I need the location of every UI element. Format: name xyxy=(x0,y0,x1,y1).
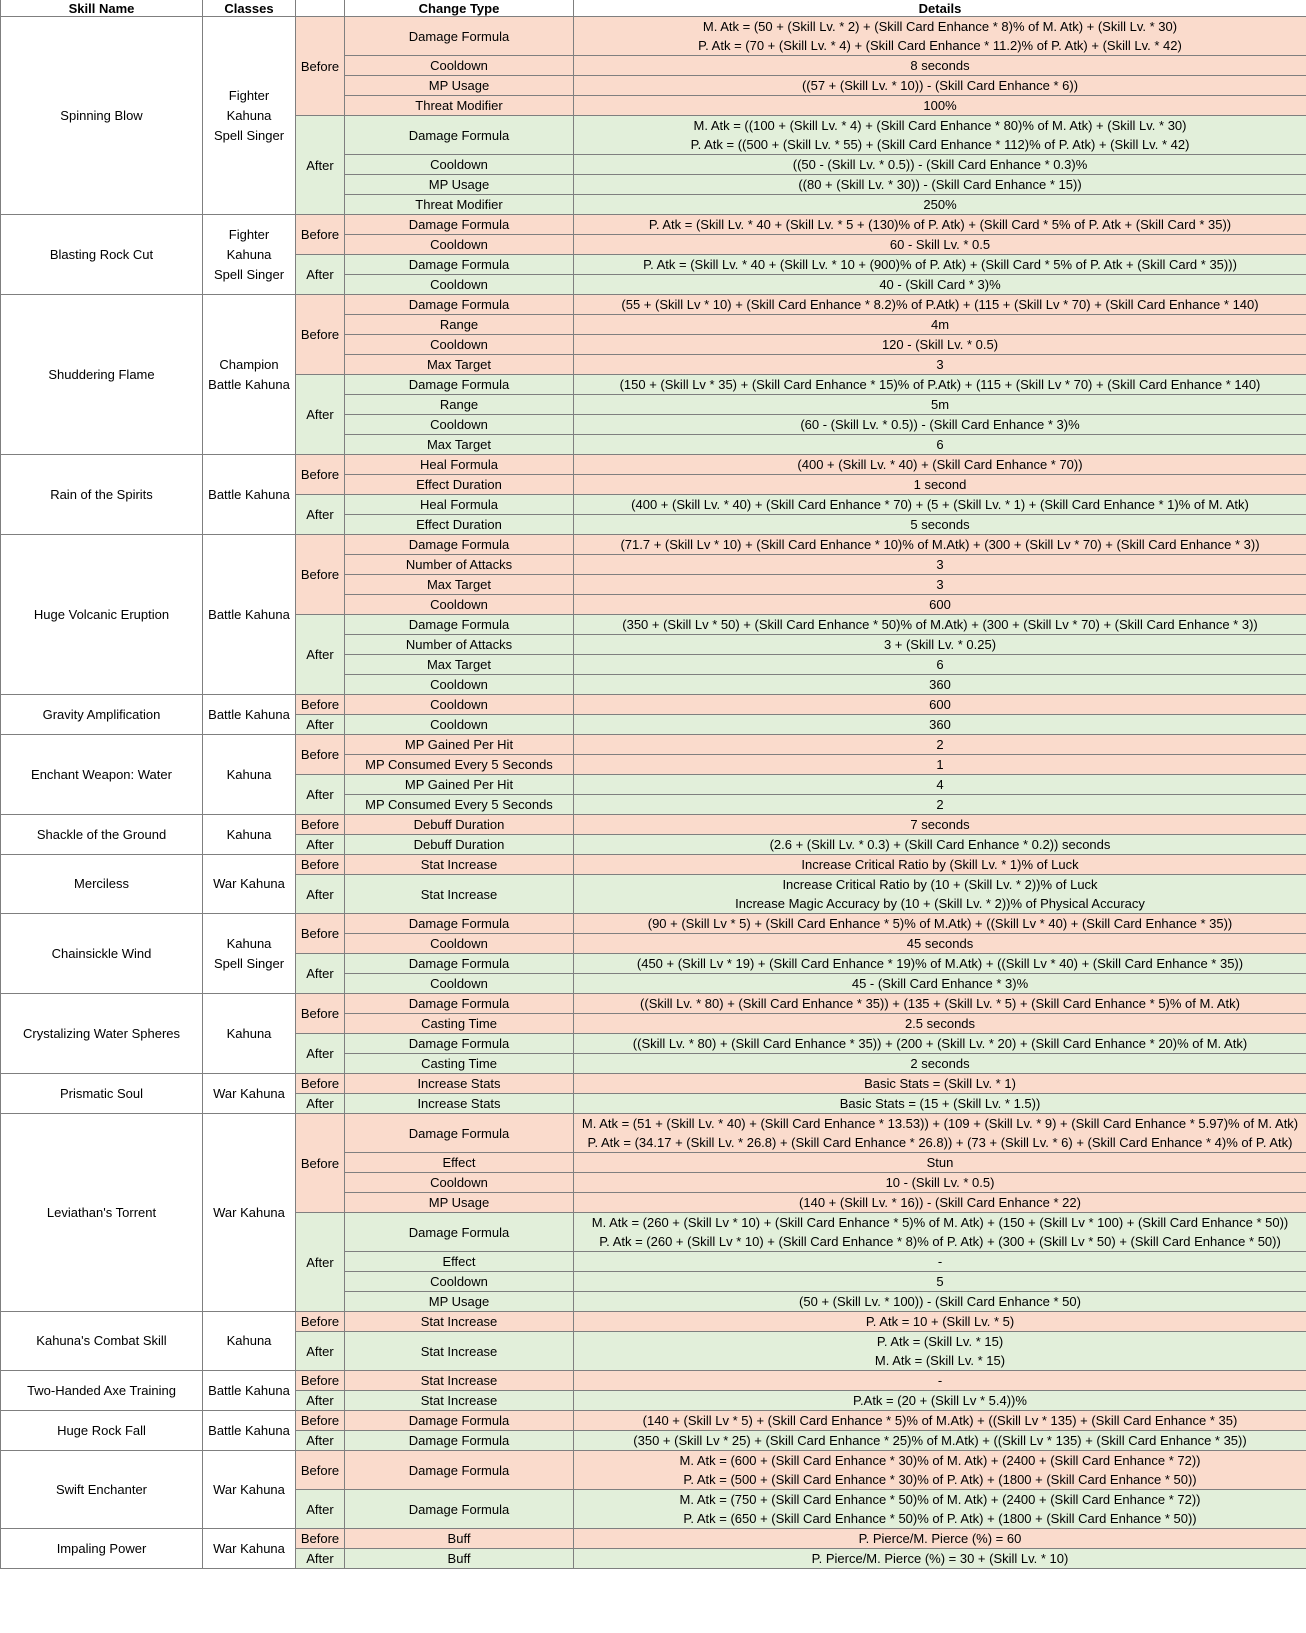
change-type: MP Gained Per Hit xyxy=(345,775,574,795)
skill-name: Chainsickle Wind xyxy=(1,914,203,994)
skill-classes xyxy=(203,695,296,735)
phase-label: After xyxy=(296,1549,345,1569)
change-type: Damage Formula xyxy=(345,1451,574,1490)
detail-value: (150 + (Skill Lv * 35) + (Skill Card Enhance * 15)% of P.Atk) + (115 + (Skill Lv * 70) + (Skill Card Enhance * 140) xyxy=(574,375,1306,395)
change-type: Max Target xyxy=(345,435,574,455)
skill-classes xyxy=(203,815,296,855)
change-type: Damage Formula xyxy=(345,994,574,1014)
change-type: Damage Formula xyxy=(345,295,574,315)
detail-value: (55 + (Skill Lv * 10) + (Skill Card Enhance * 8.2)% of P.Atk) + (115 + (Skill Lv * 70) + (Skill Card Enhance * 140) xyxy=(574,295,1306,315)
change-type: Cooldown xyxy=(345,275,574,295)
change-type: Number of Attacks xyxy=(345,555,574,575)
table-row xyxy=(1,1312,1306,1332)
table-row xyxy=(1,455,1306,475)
phase-label: Before xyxy=(296,1451,345,1490)
detail-value: Increase Critical Ratio by (10 + (Skill Lv. * 2))% of Luck xyxy=(574,875,1306,895)
phase-label: After xyxy=(296,1490,345,1529)
skill-classes xyxy=(203,1529,296,1569)
table-row xyxy=(1,994,1306,1014)
change-type: Casting Time xyxy=(345,1054,574,1074)
detail-value: 2 xyxy=(574,735,1306,755)
detail-value: Increase Magic Accuracy by (10 + (Skill Lv. * 2))% of Physical Accuracy xyxy=(574,894,1306,914)
detail-value: ((Skill Lv. * 80) + (Skill Card Enhance * 35)) + (200 + (Skill Lv. * 20) + (Skill Card Enhance * 20)% of M. Atk) xyxy=(574,1034,1306,1054)
change-type: Stat Increase xyxy=(345,1312,574,1332)
table-body xyxy=(1,17,1306,1569)
class-name: Battle Kahuna xyxy=(208,706,290,722)
detail-value: ((Skill Lv. * 80) + (Skill Card Enhance * 35)) + (135 + (Skill Lv. * 5) + (Skill Card Enhance * 5)% of M. Atk) xyxy=(574,994,1306,1014)
detail-value: 600 xyxy=(574,595,1306,615)
change-type: Threat Modifier xyxy=(345,195,574,215)
change-type: Stat Increase xyxy=(345,1391,574,1411)
phase-label: Before xyxy=(296,295,345,375)
change-type: Heal Formula xyxy=(345,495,574,515)
table-row xyxy=(1,535,1306,555)
detail-value: 4m xyxy=(574,315,1306,335)
detail-value: Stun xyxy=(574,1153,1306,1173)
detail-value: 6 xyxy=(574,655,1306,675)
change-type: Stat Increase xyxy=(345,1332,574,1371)
phase-label: After xyxy=(296,495,345,535)
detail-value: 3 xyxy=(574,355,1306,375)
detail-value: 4 xyxy=(574,775,1306,795)
table-row xyxy=(1,855,1306,875)
change-type: Cooldown xyxy=(345,595,574,615)
phase-label: After xyxy=(296,1034,345,1074)
class-name: Battle Kahuna xyxy=(208,486,290,502)
phase-label: After xyxy=(296,255,345,295)
detail-value: (2.6 + (Skill Lv. * 0.3) + (Skill Card Enhance * 0.2)) seconds xyxy=(574,835,1306,855)
detail-value: 100% xyxy=(574,96,1306,116)
change-type: Increase Stats xyxy=(345,1094,574,1114)
change-type: Buff xyxy=(345,1529,574,1549)
class-name: Battle Kahuna xyxy=(208,1422,290,1438)
detail-value: P. Atk = ((500 + (Skill Lv. * 55) + (Skill Card Enhance * 112)% of P. Atk) + (Skill Lv. * 42) xyxy=(574,135,1306,155)
class-name: War Kahuna xyxy=(213,876,285,891)
detail-value: 6 xyxy=(574,435,1306,455)
change-type: MP Consumed Every 5 Seconds xyxy=(345,795,574,815)
detail-value: 3 xyxy=(574,555,1306,575)
skill-name: Spinning Blow xyxy=(1,17,203,215)
change-type: Damage Formula xyxy=(345,615,574,635)
change-type: Number of Attacks xyxy=(345,635,574,655)
change-type: Debuff Duration xyxy=(345,815,574,835)
table-row xyxy=(1,815,1306,835)
class-name: Kahuna xyxy=(226,935,272,951)
skill-classes xyxy=(203,1411,296,1451)
change-type: Increase Stats xyxy=(345,1074,574,1094)
skill-name: Gravity Amplification xyxy=(1,695,203,735)
detail-value: 250% xyxy=(574,195,1306,215)
change-type: Damage Formula xyxy=(345,17,574,56)
change-type: Heal Formula xyxy=(345,455,574,475)
skill-classes xyxy=(203,1312,296,1371)
change-type: Cooldown xyxy=(345,695,574,715)
phase-label: Before xyxy=(296,1312,345,1332)
table-row xyxy=(1,1529,1306,1549)
detail-value: (50 + (Skill Lv. * 100)) - (Skill Card Enhance * 50) xyxy=(574,1292,1306,1312)
class-name: Fighter xyxy=(228,226,270,242)
change-type: Damage Formula xyxy=(345,1411,574,1431)
change-type: Stat Increase xyxy=(345,855,574,875)
class-name: Battle Kahuna xyxy=(208,1382,290,1398)
change-type: Cooldown xyxy=(345,715,574,735)
skill-name: Merciless xyxy=(1,855,203,914)
table-row xyxy=(1,914,1306,934)
phase-label: Before xyxy=(296,994,345,1034)
detail-value: P. Atk = 10 + (Skill Lv. * 5) xyxy=(574,1312,1306,1332)
skill-classes xyxy=(203,1371,296,1411)
change-type: Damage Formula xyxy=(345,1213,574,1252)
detail-value: M. Atk = (750 + (Skill Card Enhance * 50)% of M. Atk) + (2400 + (Skill Card Enhance * 72)) xyxy=(574,1490,1306,1510)
detail-value: M. Atk = (600 + (Skill Card Enhance * 30)% of M. Atk) + (2400 + (Skill Card Enhance * 72)) xyxy=(574,1451,1306,1471)
change-type: MP Consumed Every 5 Seconds xyxy=(345,755,574,775)
change-type: Effect Duration xyxy=(345,475,574,495)
change-type: Casting Time xyxy=(345,1014,574,1034)
phase-label: Before xyxy=(296,855,345,875)
phase-label: After xyxy=(296,954,345,994)
detail-value: 5 xyxy=(574,1272,1306,1292)
class-name: Spell Singer xyxy=(213,955,285,971)
change-type: Damage Formula xyxy=(345,1034,574,1054)
class-name: War Kahuna xyxy=(213,1481,285,1497)
phase-label: Before xyxy=(296,1411,345,1431)
change-type: Max Target xyxy=(345,655,574,675)
phase-label: After xyxy=(296,1213,345,1312)
change-type: Debuff Duration xyxy=(345,835,574,855)
phase-label: Before xyxy=(296,1529,345,1549)
skill-classes xyxy=(203,994,296,1074)
detail-value: P. Atk = (500 + (Skill Card Enhance * 30)% of P. Atk) + (1800 + (Skill Card Enhance * 50)) xyxy=(574,1470,1306,1490)
change-type: Stat Increase xyxy=(345,1371,574,1391)
skill-classes xyxy=(203,855,296,914)
skill-name: Shuddering Flame xyxy=(1,295,203,455)
phase-label: Before xyxy=(296,1074,345,1094)
detail-value: M. Atk = (Skill Lv. * 15) xyxy=(574,1351,1306,1371)
skill-classes xyxy=(203,17,296,215)
detail-value: (140 + (Skill Lv. * 16)) - (Skill Card Enhance * 22) xyxy=(574,1193,1306,1213)
class-name: Kahuna xyxy=(226,1333,272,1348)
detail-value: 8 seconds xyxy=(574,56,1306,76)
detail-value: 600 xyxy=(574,695,1306,715)
detail-value: (400 + (Skill Lv. * 40) + (Skill Card Enhance * 70)) xyxy=(574,455,1306,475)
skill-name: Crystalizing Water Spheres xyxy=(1,994,203,1074)
change-type: Cooldown xyxy=(345,934,574,954)
skill-name: Blasting Rock Cut xyxy=(1,215,203,295)
phase-label: After xyxy=(296,1094,345,1114)
change-type: MP Gained Per Hit xyxy=(345,735,574,755)
change-type: Cooldown xyxy=(345,335,574,355)
change-type: Damage Formula xyxy=(345,116,574,155)
detail-value: 3 xyxy=(574,575,1306,595)
detail-value: 360 xyxy=(574,715,1306,735)
header-row xyxy=(1,0,1306,17)
change-type: Cooldown xyxy=(345,56,574,76)
detail-value: - xyxy=(574,1371,1306,1391)
phase-label: Before xyxy=(296,1371,345,1391)
detail-value: P.Atk = (20 + (Skill Lv * 5.4))% xyxy=(574,1391,1306,1411)
change-type: Damage Formula xyxy=(345,535,574,555)
phase-label: After xyxy=(296,835,345,855)
change-type: Cooldown xyxy=(345,675,574,695)
skill-name: Shackle of the Ground xyxy=(1,815,203,855)
class-name: Spell Singer xyxy=(213,127,285,143)
table-row xyxy=(1,735,1306,755)
change-type: Damage Formula xyxy=(345,914,574,934)
class-name: Spell Singer xyxy=(213,266,285,282)
change-type: MP Usage xyxy=(345,1292,574,1312)
change-type: Cooldown xyxy=(345,415,574,435)
skill-classes xyxy=(203,535,296,695)
change-type: Cooldown xyxy=(345,1173,574,1193)
phase-label: After xyxy=(296,1431,345,1451)
class-name: War Kahuna xyxy=(213,1085,285,1101)
change-type: Cooldown xyxy=(345,235,574,255)
detail-value: P. Pierce/M. Pierce (%) = 60 xyxy=(574,1529,1306,1549)
change-type: MP Usage xyxy=(345,76,574,96)
detail-value: P. Atk = (260 + (Skill Lv * 10) + (Skill Card Enhance * 8)% of P. Atk) + (300 + (Skill Lv * 50) + (Skill Card Enhance * 50)) xyxy=(574,1232,1306,1252)
detail-value: 360 xyxy=(574,675,1306,695)
phase-label: Before xyxy=(296,695,345,715)
detail-value: P. Pierce/M. Pierce (%) = 30 + (Skill Lv. * 10) xyxy=(574,1549,1306,1569)
phase-label: After xyxy=(296,615,345,695)
detail-value: ((80 + (Skill Lv. * 30)) - (Skill Card Enhance * 15)) xyxy=(574,175,1306,195)
detail-value: M. Atk = (51 + (Skill Lv. * 40) + (Skill Card Enhance * 13.53)) + (109 + (Skill Lv. * 9) + (Skill Card Enhance * 5.97)% of M. Atk) xyxy=(574,1114,1306,1134)
phase-label: After xyxy=(296,715,345,735)
table-row xyxy=(1,1371,1306,1391)
phase-label: Before xyxy=(296,735,345,775)
change-type: Effect Duration xyxy=(345,515,574,535)
header-skill-name: Skill Name xyxy=(1,0,203,17)
skill-classes xyxy=(203,215,296,295)
class-name: Battle Kahuna xyxy=(208,376,290,392)
detail-value: 40 - (Skill Card * 3)% xyxy=(574,275,1306,295)
detail-value: P. Atk = (Skill Lv. * 15) xyxy=(574,1332,1306,1352)
change-type: Damage Formula xyxy=(345,954,574,974)
table-row xyxy=(1,695,1306,715)
phase-label: After xyxy=(296,775,345,815)
detail-value: - xyxy=(574,1252,1306,1272)
detail-value: 1 second xyxy=(574,475,1306,495)
change-type: MP Usage xyxy=(345,175,574,195)
detail-value: P. Atk = (650 + (Skill Card Enhance * 50)% of P. Atk) + (1800 + (Skill Card Enhance * 50)) xyxy=(574,1509,1306,1529)
change-type: Damage Formula xyxy=(345,1490,574,1529)
skill-classes xyxy=(203,1114,296,1312)
phase-label: Before xyxy=(296,815,345,835)
detail-value: 7 seconds xyxy=(574,815,1306,835)
detail-value: P. Atk = (Skill Lv. * 40 + (Skill Lv. * 5 + (130)% of P. Atk) + (Skill Card * 5% of P. Atk + (Skill Card * 35)) xyxy=(574,215,1306,235)
table-row xyxy=(1,295,1306,315)
detail-value: P. Atk = (Skill Lv. * 40 + (Skill Lv. * 10 + (900)% of P. Atk) + (Skill Card * 5% of P. Atk + (Skill Card * 35))) xyxy=(574,255,1306,275)
header-classes: Classes xyxy=(203,0,296,17)
change-type: MP Usage xyxy=(345,1193,574,1213)
phase-label: After xyxy=(296,1391,345,1411)
phase-label: Before xyxy=(296,215,345,255)
detail-value: (90 + (Skill Lv * 5) + (Skill Card Enhance * 5)% of M.Atk) + ((Skill Lv * 40) + (Skill Card Enhance * 35)) xyxy=(574,914,1306,934)
phase-label: After xyxy=(296,1332,345,1371)
class-name: Kahuna xyxy=(226,246,272,262)
detail-value: 2 xyxy=(574,795,1306,815)
table-row xyxy=(1,1114,1306,1134)
change-type: Damage Formula xyxy=(345,255,574,275)
change-type: Damage Formula xyxy=(345,1114,574,1153)
change-type: Effect xyxy=(345,1153,574,1173)
class-name: Kahuna xyxy=(226,107,272,123)
skill-name: Huge Volcanic Eruption xyxy=(1,535,203,695)
phase-label: Before xyxy=(296,1114,345,1213)
skill-classes xyxy=(203,1074,296,1114)
class-name: Kahuna xyxy=(226,1025,272,1041)
detail-value: Basic Stats = (Skill Lv. * 1) xyxy=(574,1074,1306,1094)
class-name: War Kahuna xyxy=(213,1204,285,1220)
phase-label: Before xyxy=(296,914,345,954)
table-row xyxy=(1,215,1306,235)
skill-name: Rain of the Spirits xyxy=(1,455,203,535)
skill-name: Prismatic Soul xyxy=(1,1074,203,1114)
phase-label: After xyxy=(296,116,345,215)
detail-value: Increase Critical Ratio by (Skill Lv. * 1)% of Luck xyxy=(574,855,1306,875)
class-name: Kahuna xyxy=(226,766,272,782)
change-type: Damage Formula xyxy=(345,375,574,395)
skill-name: Kahuna's Combat Skill xyxy=(1,1312,203,1371)
detail-value: M. Atk = (260 + (Skill Lv * 10) + (Skill Card Enhance * 5)% of M. Atk) + (150 + (Skill Lv * 100) + (Skill Card Enhance * 50)) xyxy=(574,1213,1306,1233)
skill-classes xyxy=(203,455,296,535)
detail-value: 45 seconds xyxy=(574,934,1306,954)
skill-classes xyxy=(203,735,296,815)
phase-label: Before xyxy=(296,535,345,615)
detail-value: (140 + (Skill Lv * 5) + (Skill Card Enhance * 5)% of M.Atk) + ((Skill Lv * 135) + (Skill Card Enhance * 35) xyxy=(574,1411,1306,1431)
change-type: Range xyxy=(345,395,574,415)
skill-name: Enchant Weapon: Water xyxy=(1,735,203,815)
change-type: Effect xyxy=(345,1252,574,1272)
change-type: Threat Modifier xyxy=(345,96,574,116)
header-change-type: Change Type xyxy=(345,0,574,17)
skill-classes xyxy=(203,1451,296,1529)
skill-name: Huge Rock Fall xyxy=(1,1411,203,1451)
detail-value: (60 - (Skill Lv. * 0.5)) - (Skill Card Enhance * 3)% xyxy=(574,415,1306,435)
table-row xyxy=(1,1451,1306,1471)
table-row xyxy=(1,1074,1306,1094)
skill-name: Leviathan's Torrent xyxy=(1,1114,203,1312)
detail-value: 5 seconds xyxy=(574,515,1306,535)
detail-value: 2 seconds xyxy=(574,1054,1306,1074)
change-type: Max Target xyxy=(345,575,574,595)
change-type: Cooldown xyxy=(345,974,574,994)
skill-classes xyxy=(203,295,296,455)
change-type: Buff xyxy=(345,1549,574,1569)
change-type: Cooldown xyxy=(345,155,574,175)
detail-value: 60 - Skill Lv. * 0.5 xyxy=(574,235,1306,255)
class-name: War Kahuna xyxy=(213,1540,285,1556)
detail-value: 3 + (Skill Lv. * 0.25) xyxy=(574,635,1306,655)
change-type: Range xyxy=(345,315,574,335)
phase-label: After xyxy=(296,875,345,914)
detail-value: (400 + (Skill Lv. * 40) + (Skill Card Enhance * 70) + (5 + (Skill Lv. * 1) + (Skill Card Enhance * 1)% of M. Atk) xyxy=(574,495,1306,515)
class-name: Kahuna xyxy=(226,826,272,842)
detail-value: 2.5 seconds xyxy=(574,1014,1306,1034)
detail-value: (350 + (Skill Lv * 25) + (Skill Card Enhance * 25)% of M.Atk) + ((Skill Lv * 135) + (Skill Card Enhance * 35)) xyxy=(574,1431,1306,1451)
change-type: Damage Formula xyxy=(345,215,574,235)
skill-name: Swift Enchanter xyxy=(1,1451,203,1529)
detail-value: (350 + (Skill Lv * 50) + (Skill Card Enhance * 50)% of M.Atk) + (300 + (Skill Lv * 70) + (Skill Card Enhance * 3)) xyxy=(574,615,1306,635)
detail-value: M. Atk = (50 + (Skill Lv. * 2) + (Skill Card Enhance * 8)% of M. Atk) + (Skill Lv. * 30) xyxy=(574,17,1306,37)
skill-name: Impaling Power xyxy=(1,1529,203,1569)
change-type: Max Target xyxy=(345,355,574,375)
class-name: Champion xyxy=(219,356,279,372)
detail-value: 120 - (Skill Lv. * 0.5) xyxy=(574,335,1306,355)
change-type: Damage Formula xyxy=(345,1431,574,1451)
detail-value: 10 - (Skill Lv. * 0.5) xyxy=(574,1173,1306,1193)
skill-name: Two-Handed Axe Training xyxy=(1,1371,203,1411)
detail-value: P. Atk = (70 + (Skill Lv. * 4) + (Skill Card Enhance * 11.2)% of P. Atk) + (Skill Lv. * 42) xyxy=(574,36,1306,56)
detail-value: Basic Stats = (15 + (Skill Lv. * 1.5)) xyxy=(574,1094,1306,1114)
detail-value: 1 xyxy=(574,755,1306,775)
class-name: Fighter xyxy=(228,87,270,103)
detail-value: P. Atk = (34.17 + (Skill Lv. * 26.8) + (Skill Card Enhance * 26.8)) + (73 + (Skill Lv. * 6) + (Skill Card Enhance * 4)% of P. Atk) xyxy=(574,1133,1306,1153)
detail-value: (71.7 + (Skill Lv * 10) + (Skill Card Enhance * 10)% of M.Atk) + (300 + (Skill Lv * 70) + (Skill Card Enhance * 3)) xyxy=(574,535,1306,555)
phase-label: Before xyxy=(296,17,345,116)
detail-value: (450 + (Skill Lv * 19) + (Skill Card Enhance * 19)% of M.Atk) + ((Skill Lv * 40) + (Skill Card Enhance * 35)) xyxy=(574,954,1306,974)
skill-classes xyxy=(203,914,296,994)
table-row xyxy=(1,17,1306,37)
detail-value: ((57 + (Skill Lv. * 10)) - (Skill Card Enhance * 6)) xyxy=(574,76,1306,96)
phase-label: After xyxy=(296,375,345,455)
class-name: Battle Kahuna xyxy=(208,606,290,622)
change-type: Stat Increase xyxy=(345,875,574,914)
detail-value: 45 - (Skill Card Enhance * 3)% xyxy=(574,974,1306,994)
table-row xyxy=(1,1411,1306,1431)
header-phase xyxy=(296,0,345,17)
phase-label: Before xyxy=(296,455,345,495)
detail-value: M. Atk = ((100 + (Skill Lv. * 4) + (Skill Card Enhance * 80)% of M. Atk) + (Skill Lv. * 30) xyxy=(574,116,1306,136)
header-details: Details xyxy=(574,0,1306,17)
detail-value: ((50 - (Skill Lv. * 0.5)) - (Skill Card Enhance * 0.3)% xyxy=(574,155,1306,175)
change-type: Cooldown xyxy=(345,1272,574,1292)
detail-value: 5m xyxy=(574,395,1306,415)
